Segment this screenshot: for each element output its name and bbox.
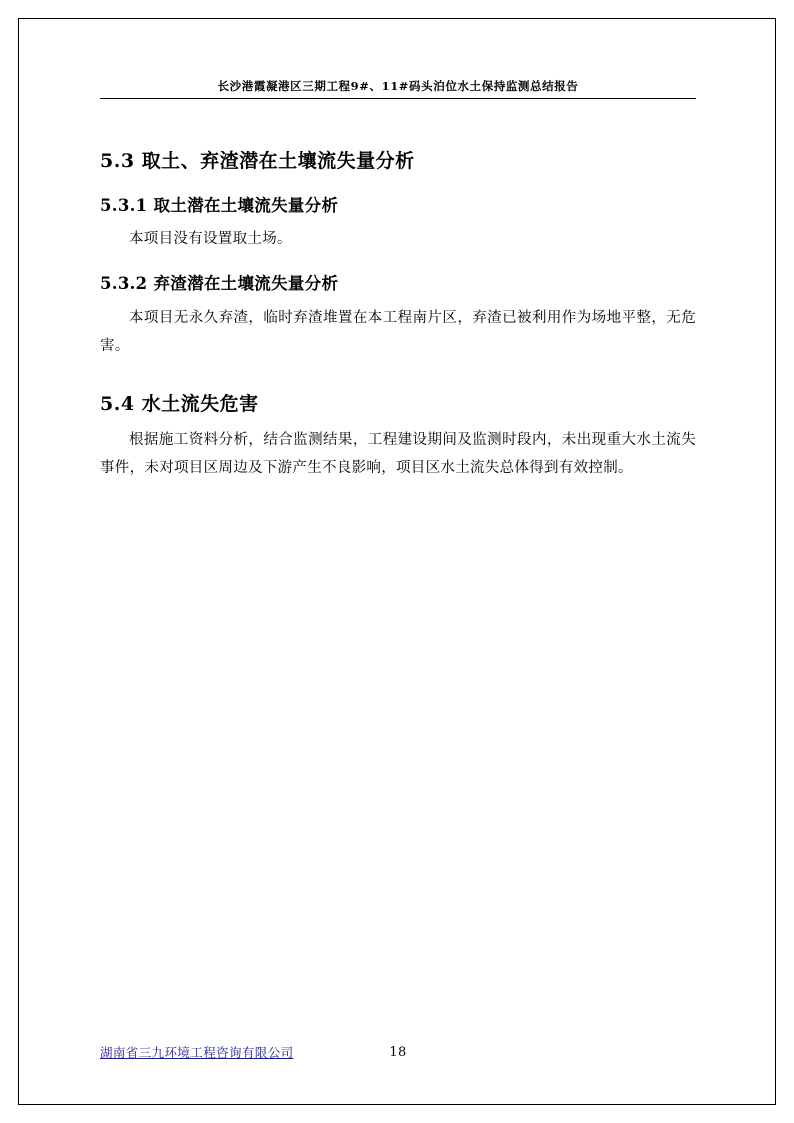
footer-page-number: 18 [389,1044,407,1060]
subsection-heading-5-3-1: 5.3.1 取土潜在土壤流失量分析 [100,195,339,215]
spacer [100,121,696,147]
running-header: 长沙港霞凝港区三期工程9#、11#码头泊位水土保持监测总结报告 [100,78,696,99]
footer-company: 湖南省三九环境工程咨询有限公司 [100,1045,294,1060]
subsection-heading-5-3-2: 5.3.2 弃渣潜在土壤流失量分析 [100,274,339,294]
document-body [100,99,696,483]
page-footer [100,1043,696,1061]
spacer [100,254,696,272]
page-content [100,78,696,483]
spacer [100,360,696,390]
section-heading-5-4: 5.4 水土流失危害 [100,393,259,416]
section-heading-5-3: 5.3 取土、弃渣潜在土壤流失量分析 [100,150,415,172]
paragraph-5-4: 根据施工资料分析，结合监测结果，工程建设期间及监测时段内，未出现重大水土流失事件，未对项目区周边及下游产生不良影响，项目区水土流失总体得到有效控制。 [100,431,696,476]
paragraph-5-3-1: 本项目没有设置取土场。 [129,231,292,248]
paragraph-5-3-2: 本项目无永久弃渣，临时弃渣堆置在本工程南片区，弃渣已被利用作为场地平整，无危害。 [100,309,696,354]
spacer [100,218,696,226]
spacer [100,297,696,305]
spacer [100,419,696,427]
spacer [100,176,696,194]
